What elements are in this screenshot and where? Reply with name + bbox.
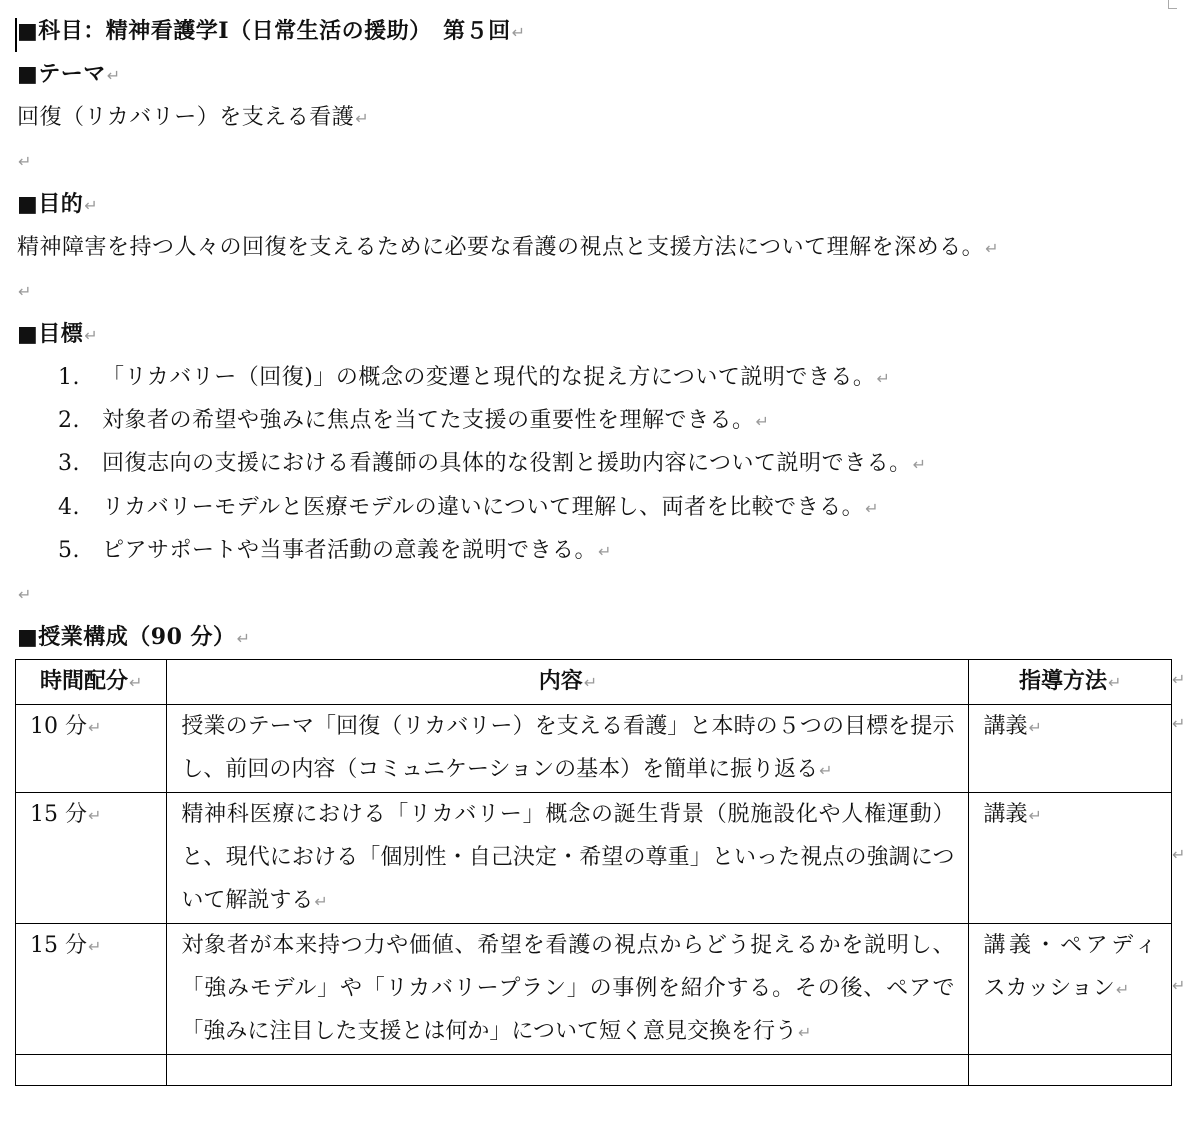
cell-end-mark-icon: ↵ <box>1115 980 1130 999</box>
paragraph-mark-icon: ↵ <box>18 282 32 301</box>
header-time-text: 時間配分 <box>39 668 128 694</box>
cell-end-mark-icon: ↵ <box>88 937 102 956</box>
time-text: 15 分 <box>30 933 87 958</box>
objective-item[interactable] <box>58 449 926 480</box>
row-end-mark-icon: ↵ <box>1172 714 1185 733</box>
objectives-heading[interactable] <box>17 319 98 351</box>
time-cell[interactable] <box>16 924 167 1055</box>
paragraph-mark-icon: ↵ <box>755 412 770 431</box>
page-corner-mark <box>1168 0 1177 9</box>
header-cell-content[interactable] <box>167 660 969 705</box>
paragraph-mark-icon: ↵ <box>18 152 32 171</box>
cell-end-mark-icon: ↵ <box>1028 718 1042 737</box>
cell-end-mark-icon: ↵ <box>583 673 598 692</box>
cell-end-mark-icon: ↵ <box>819 761 833 780</box>
cell-end-mark-icon: ↵ <box>129 673 143 692</box>
table-row <box>16 793 1172 924</box>
method-text: 講義・ペアディスカッション <box>983 933 1157 1001</box>
header-content-text: 内容 <box>538 668 583 694</box>
purpose-text: 精神障害を持つ人々の回復を支えるために必要な看護の視点と支援方法について理解を深める。 <box>17 235 985 260</box>
paragraph-mark-icon: ↵ <box>912 455 927 474</box>
method-cell[interactable] <box>969 705 1172 793</box>
theme-heading[interactable] <box>17 59 121 91</box>
paragraph-mark-icon: ↵ <box>876 369 891 388</box>
method-cell[interactable] <box>969 1055 1172 1086</box>
content-text: 対象者が本来持つ力や価値、希望を看護の視点からどう捉えるかを説明し、「強みモデル」や「リカバリープラン」の事例を紹介する。その後、ペアで「強みに注目した支援とは何か」について短く意見交換を行う <box>181 933 955 1044</box>
objective-number: 4. <box>58 495 80 520</box>
header-cell-method[interactable] <box>969 660 1172 705</box>
objective-item[interactable] <box>58 363 890 394</box>
time-text: 10 分 <box>30 714 87 739</box>
table-header-row <box>16 660 1172 705</box>
paragraph-mark-icon: ↵ <box>236 629 251 648</box>
paragraph-mark-icon: ↵ <box>865 499 880 518</box>
empty-line[interactable] <box>17 579 32 610</box>
structure-heading[interactable] <box>17 622 250 654</box>
purpose-heading[interactable] <box>17 189 98 221</box>
empty-line[interactable] <box>17 146 32 177</box>
paragraph-mark-icon: ↵ <box>84 326 99 345</box>
method-text: 講義 <box>983 714 1028 739</box>
objective-number: 3. <box>58 451 80 476</box>
cell-end-mark-icon: ↵ <box>314 892 328 911</box>
objectives-heading-text: ■目標 <box>17 321 84 347</box>
row-end-mark-icon: ↵ <box>1172 670 1185 689</box>
paragraph-mark-icon: ↵ <box>18 585 32 604</box>
objective-text: 回復志向の支援における看護師の具体的な役割と援助内容について説明できる。 <box>102 451 912 476</box>
structure-heading-text: ■授業構成（90 分） <box>17 624 236 650</box>
paragraph-mark-icon: ↵ <box>84 196 99 215</box>
time-cell[interactable] <box>16 1055 167 1086</box>
cell-end-mark-icon: ↵ <box>88 718 102 737</box>
paragraph-mark-icon: ↵ <box>355 109 370 128</box>
time-cell[interactable] <box>16 793 167 924</box>
header-cell-time[interactable] <box>16 660 167 705</box>
objective-item[interactable] <box>58 406 769 437</box>
content-cell[interactable] <box>167 924 969 1055</box>
subject-text: ■科目：精神看護学Ⅰ（日常生活の援助） 第５回 <box>17 18 511 44</box>
lesson-structure-table <box>15 659 1172 1086</box>
content-cell[interactable] <box>167 793 969 924</box>
cell-end-mark-icon: ↵ <box>1108 673 1122 692</box>
subject-line[interactable] <box>17 16 526 48</box>
content-text: 授業のテーマ「回復（リカバリー）を支える看護」と本時の５つの目標を提示し、前回の内容（コミュニケーションの基本）を簡単に振り返る <box>181 714 955 782</box>
empty-line[interactable] <box>17 276 32 307</box>
objective-text: リカバリーモデルと医療モデルの違いについて理解し、両者を比較できる。 <box>102 495 865 520</box>
content-text: 精神科医療における「リカバリー」概念の誕生背景（脱施設化や人権運動）と、現代における「個別性・自己決定・希望の尊重」といった視点の強調について解説する <box>181 802 955 913</box>
cell-end-mark-icon: ↵ <box>1028 806 1042 825</box>
objective-text: ピアサポートや当事者活動の意義を説明できる。 <box>102 538 598 563</box>
objective-item[interactable] <box>58 493 879 524</box>
objective-text: 「リカバリー（回復)」の概念の変遷と現代的な捉え方について説明できる。 <box>102 365 876 390</box>
objective-text: 対象者の希望や強みに焦点を当てた支援の重要性を理解できる。 <box>102 408 755 433</box>
objective-number: 1. <box>58 365 80 390</box>
header-method-text: 指導方法 <box>1019 668 1108 694</box>
paragraph-mark-icon: ↵ <box>598 542 612 561</box>
theme-text-line[interactable] <box>17 103 369 134</box>
table-row-partial <box>16 1055 1172 1086</box>
purpose-text-line[interactable] <box>17 233 999 264</box>
paragraph-mark-icon: ↵ <box>985 239 999 258</box>
time-cell[interactable] <box>16 705 167 793</box>
row-end-mark-icon: ↵ <box>1172 845 1185 864</box>
cell-end-mark-icon: ↵ <box>797 1023 812 1042</box>
table-row <box>16 924 1172 1055</box>
paragraph-mark-icon: ↵ <box>511 23 526 42</box>
method-text: 講義 <box>983 802 1028 827</box>
theme-text: 回復（リカバリー）を支える看護 <box>17 105 355 130</box>
content-cell[interactable] <box>167 1055 969 1086</box>
purpose-heading-text: ■目的 <box>17 191 84 217</box>
paragraph-mark-icon: ↵ <box>106 66 121 85</box>
content-cell[interactable] <box>167 705 969 793</box>
time-text: 15 分 <box>30 802 87 827</box>
row-end-mark-icon: ↵ <box>1172 976 1185 995</box>
cell-end-mark-icon: ↵ <box>88 806 102 825</box>
objective-item[interactable] <box>58 536 612 567</box>
table-row <box>16 705 1172 793</box>
method-cell[interactable] <box>969 924 1172 1055</box>
theme-heading-text: ■テーマ <box>17 61 106 87</box>
objective-number: 5. <box>58 538 80 563</box>
method-cell[interactable] <box>969 793 1172 924</box>
objective-number: 2. <box>58 408 80 433</box>
